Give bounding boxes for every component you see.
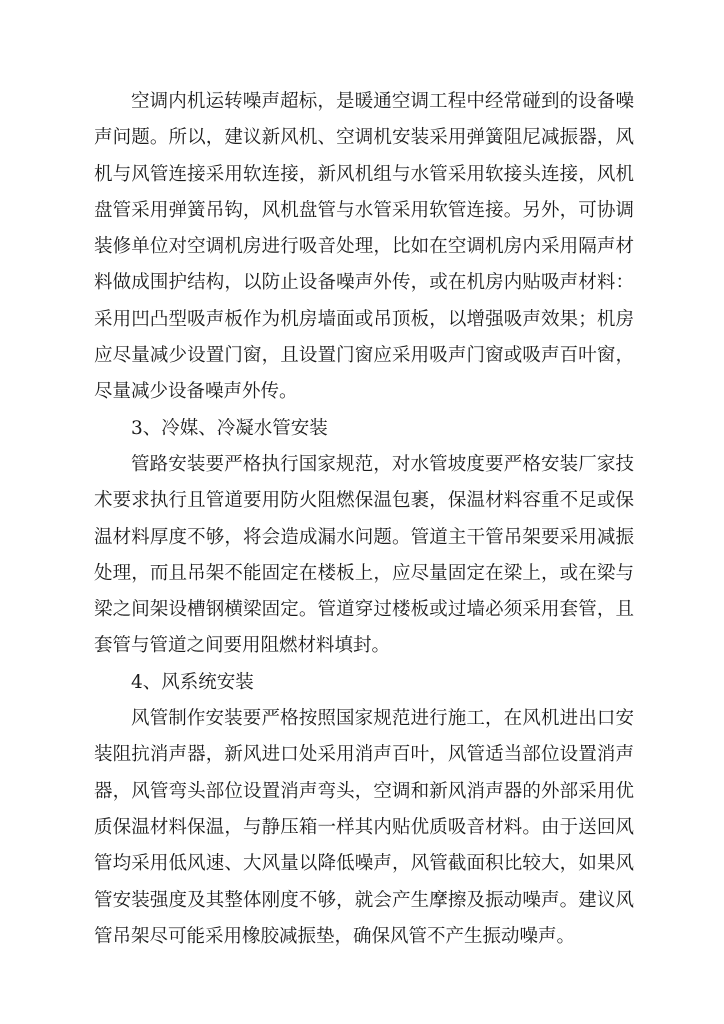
section-heading-air-system: 4、风系统安装 [131,671,254,693]
section-heading-refrigerant-pipes: 3、冷媒、冷凝水管安装 [131,417,328,439]
paragraph-ac-noise: 空调内机运转噪声超标，是暖通空调工程中经常碰到的设备噪声问题。所以，建议新风机、空调机安装采用弹簧阻尼减振器，风机与风管连接采用软连接，新风机组与水管采用软接头连接，风机盘管采用弹簧吊钩，风机盘管与水管采用软管连接。另外，可协调装修单位对空调机房进行吸音处理，比如在空调机房内采用隔声材料做成围护结构，以防止设备噪声外传，或在机房内贴吸声材料：采用凹凸型吸声板作为机房墙面或吊顶板，以增强吸声效果；机房应尽量减少设置门窗，且设置门窗应采用吸声门窗或吸声百叶窗，尽量减少设备噪声外传。 [94,91,634,403]
document-body [94,84,634,955]
paragraph-pipe-installation: 管路安装要严格执行国家规范，对水管坡度要严格安装厂家技术要求执行且管道要用防火阻燃保温包裹，保温材料容重不足或保温材料厚度不够，将会造成漏水问题。管道主干管吊架要采用减振处理，而且吊架不能固定在楼板上，应尽量固定在梁上，或在梁与梁之间架设槽钢横梁固定。管道穿过楼板或过墙必须采用套管，且套管与管道之间要用阻燃材料填封。 [94,453,634,657]
paragraph-duct-installation: 风管制作安装要严格按照国家规范进行施工，在风机进出口安装阻抗消声器，新风进口处采用消声百叶，风管适当部位设置消声器，风管弯头部位设置消声弯头，空调和新风消声器的外部采用优质保温材料保温，与静压箱一样其内贴优质吸音材料。由于送回风管均采用低风速、大风量以降低噪声，风管截面积比较大，如果风管安装强度及其整体刚度不够，就会产生摩擦及振动噪声。建议风管吊架尽可能采用橡胶减振垫，确保风管不产生振动噪声。 [94,708,634,947]
